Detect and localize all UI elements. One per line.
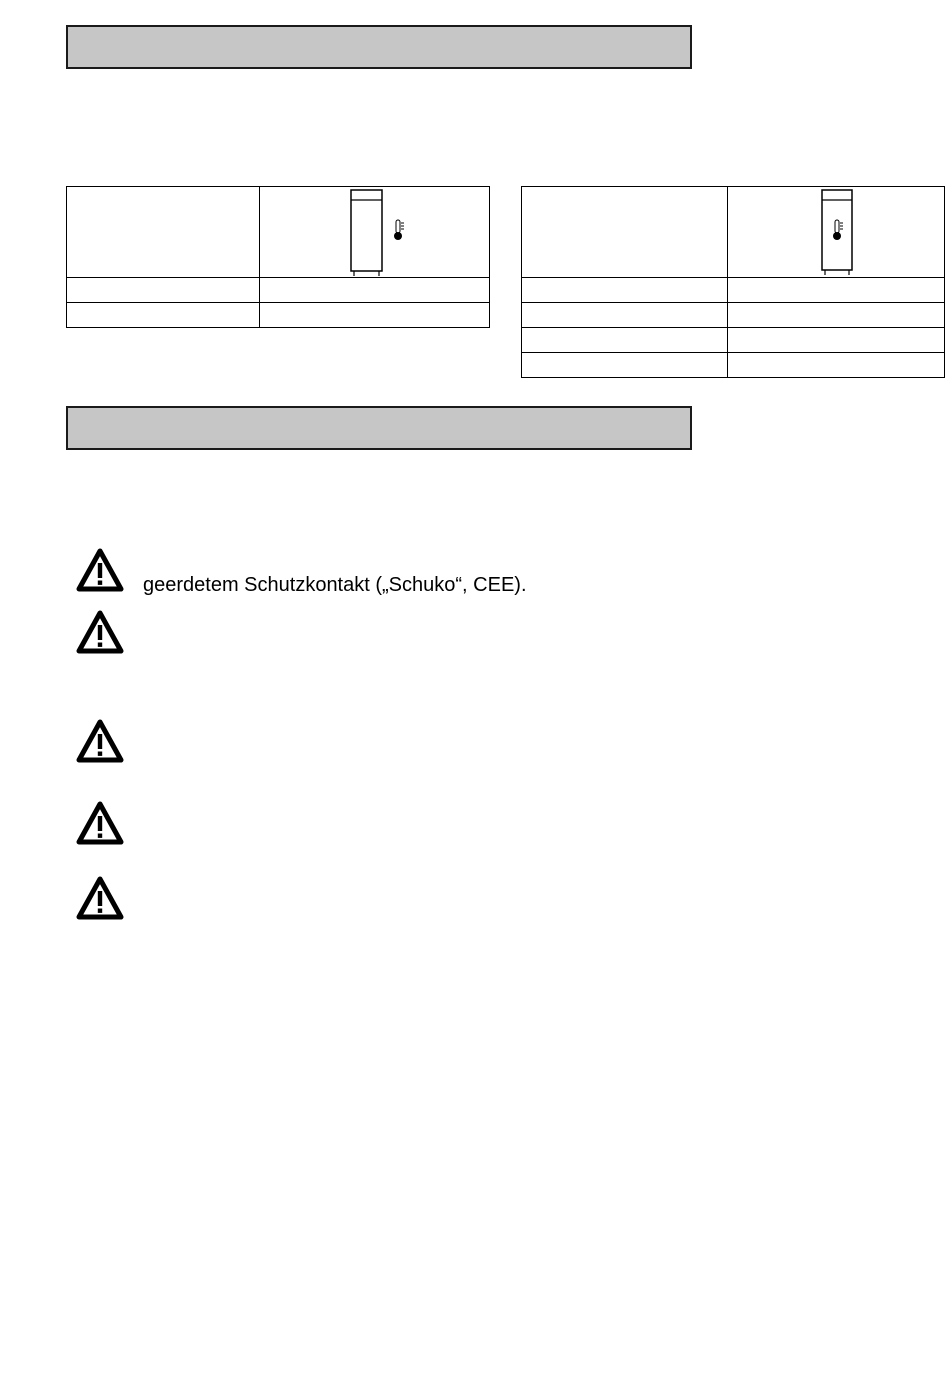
section-header-bar-2 (66, 406, 692, 450)
warning-triangle-icon (76, 610, 124, 654)
table-cell (522, 303, 728, 328)
table-cell (727, 328, 945, 353)
table-header-label-cell (522, 187, 728, 278)
table-cell (522, 328, 728, 353)
table-cell (67, 278, 260, 303)
table-cell (259, 303, 489, 328)
warning-triangle-icon (76, 719, 124, 763)
table-cell (727, 353, 945, 378)
tall-narrow-cabinet-with-thermometer-icon (820, 189, 856, 277)
table-cell (727, 278, 945, 303)
warning-triangle-icon (76, 801, 124, 845)
table-row (67, 278, 490, 303)
table-row (67, 303, 490, 328)
table-row (522, 328, 945, 353)
table-header-image-cell (259, 187, 489, 278)
table-header-image-cell (727, 187, 945, 278)
table-cell (522, 278, 728, 303)
spec-table-left (66, 186, 490, 328)
table-row (522, 303, 945, 328)
warning-triangle-icon (76, 876, 124, 920)
table-cell (67, 303, 260, 328)
table-header-label-cell (67, 187, 260, 278)
warning-triangle-icon (76, 548, 124, 592)
warning-text-1: geerdetem Schutzkontakt („Schuko“, CEE). (143, 574, 527, 596)
table-cell (259, 278, 489, 303)
table-cell (522, 353, 728, 378)
table-header-row (522, 187, 945, 278)
table-cell (727, 303, 945, 328)
table-row (522, 278, 945, 303)
table-row (522, 353, 945, 378)
section-header-bar-1 (66, 25, 692, 69)
single-door-cabinet-with-thermometer-icon (349, 189, 417, 277)
table-header-row (67, 187, 490, 278)
spec-table-right (521, 186, 945, 378)
